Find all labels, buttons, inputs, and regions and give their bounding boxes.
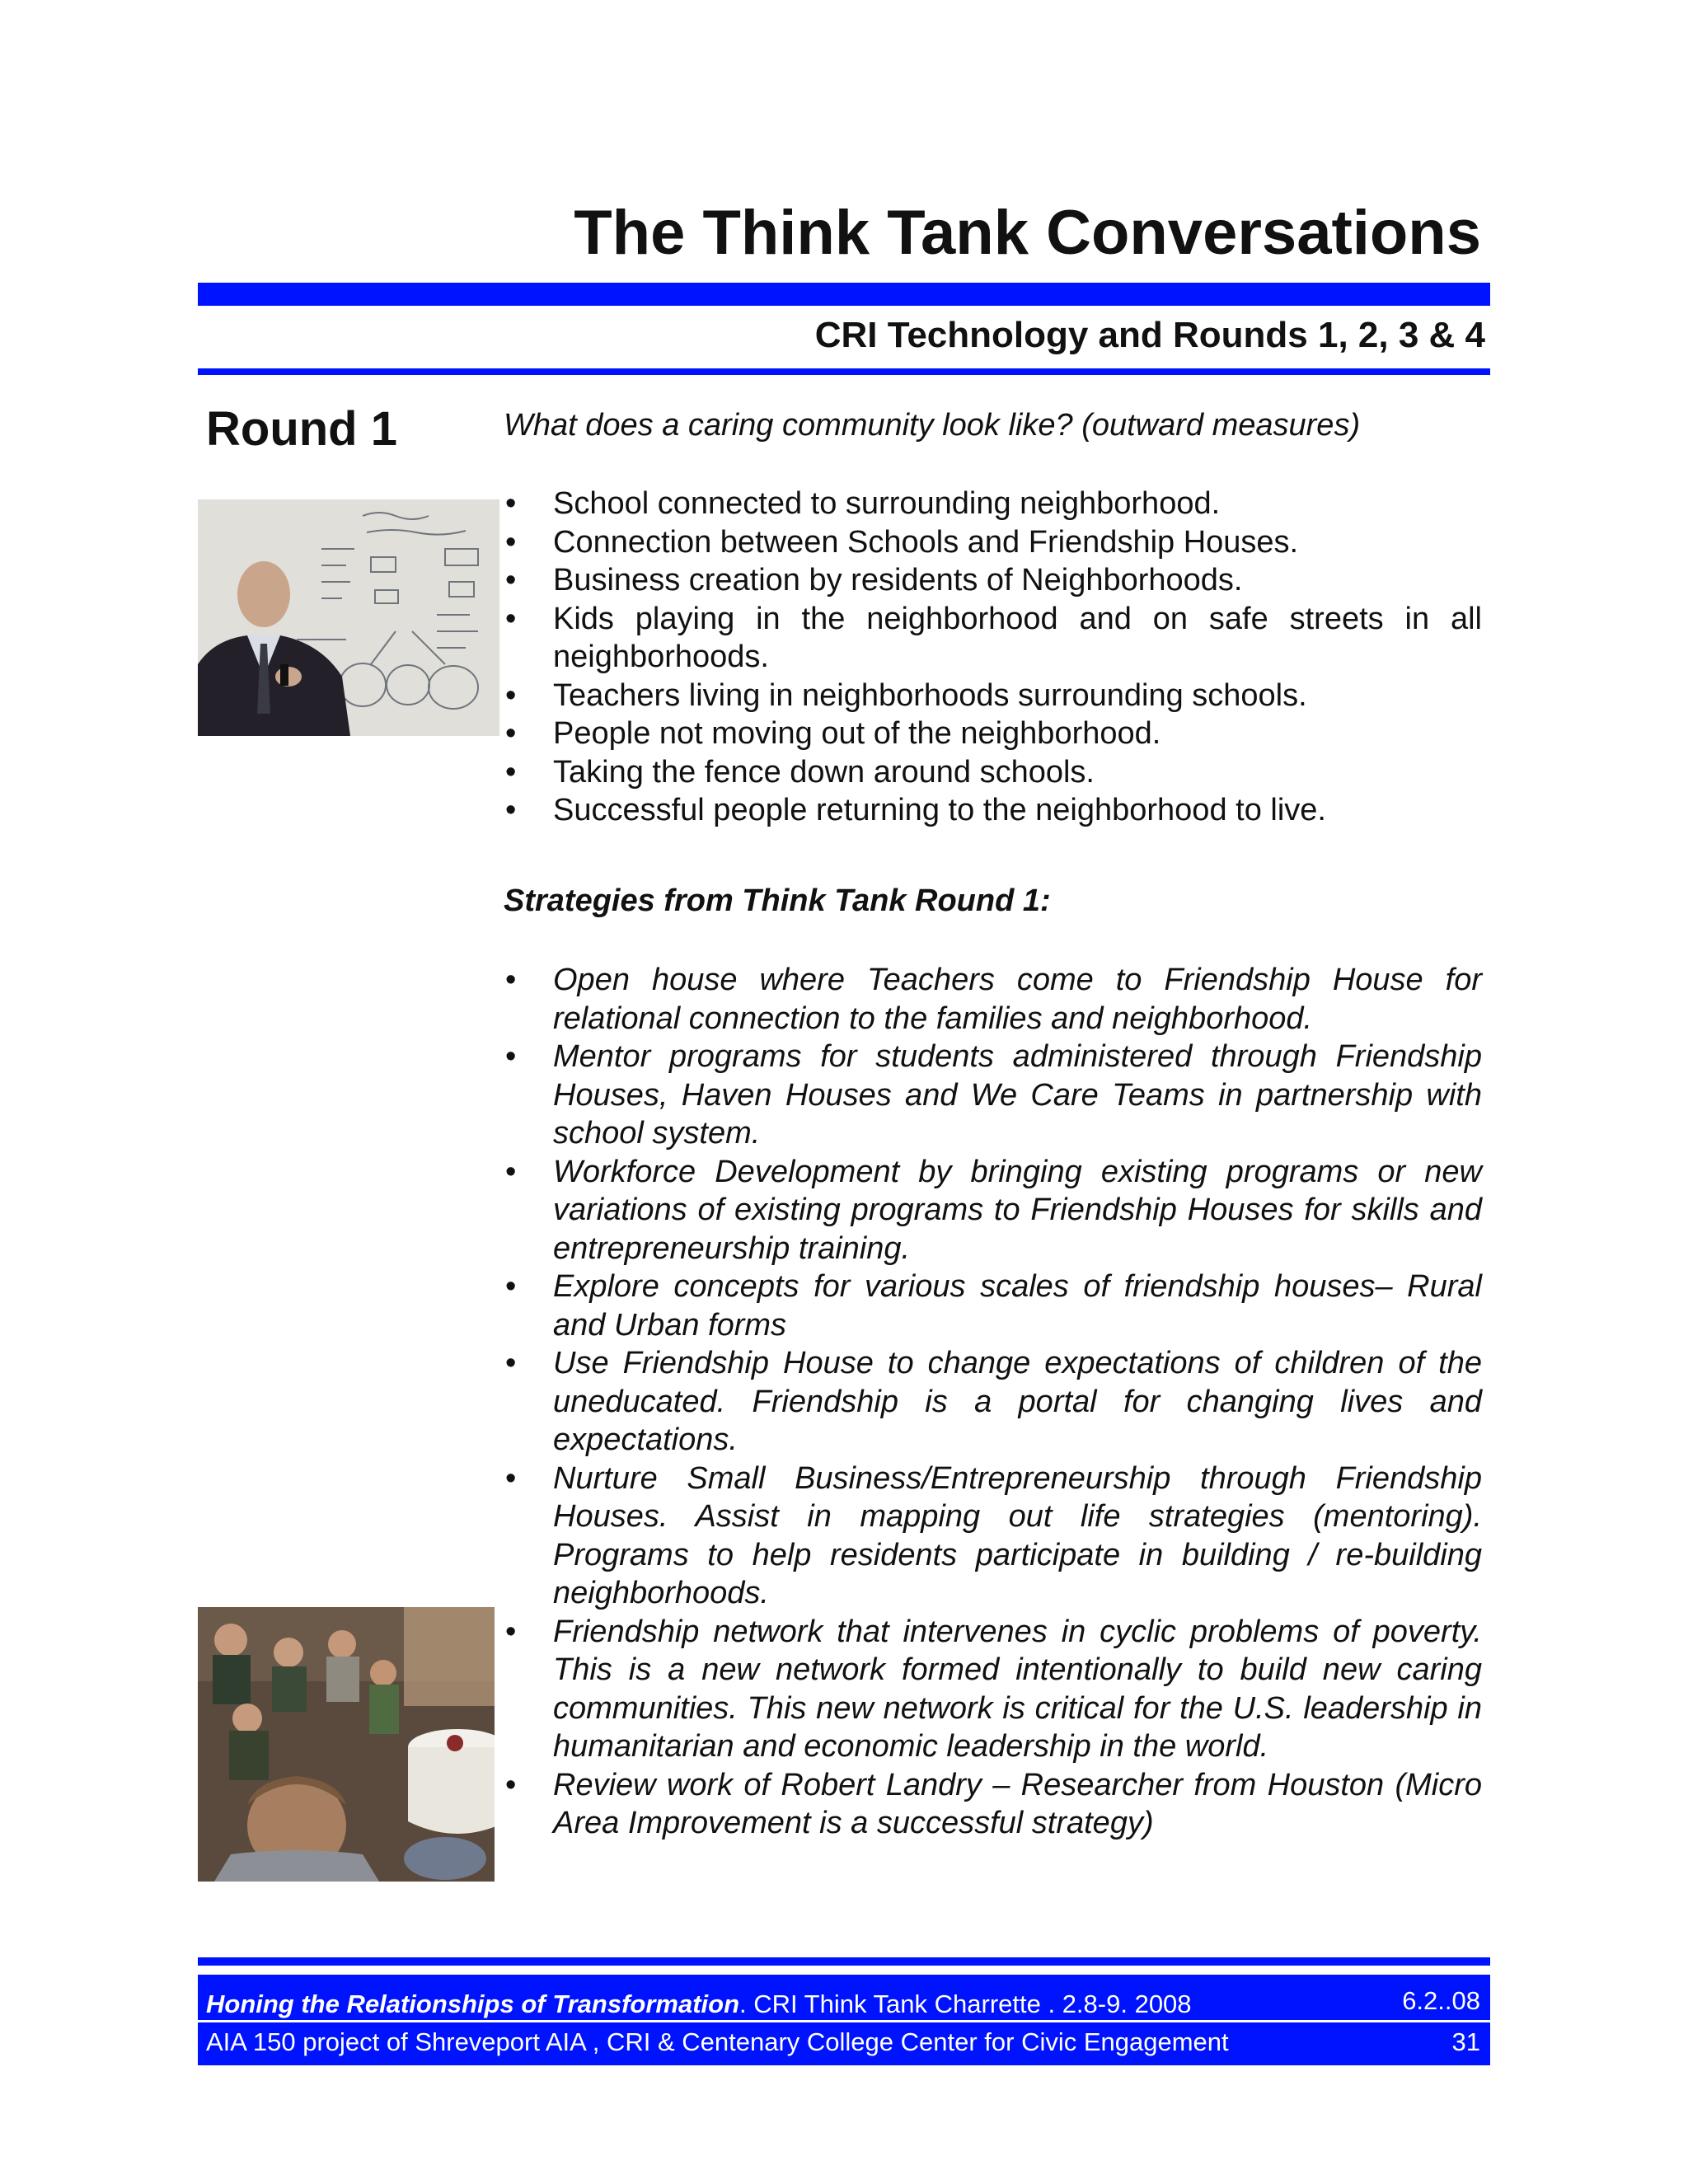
footer-divider (198, 1957, 1490, 1966)
footer-publication-title: Honing the Relationships of Transformation (206, 1990, 740, 2018)
strategies-heading: Strategies from Think Tank Round 1: (504, 883, 1051, 918)
footer-event-info: . CRI Think Tank Charrette . 2.8-9. 2008 (739, 1990, 1192, 2018)
footer (198, 1975, 1490, 2065)
list-item: • Taking the fence down around schools. (504, 753, 1482, 792)
list-item: • School connected to surrounding neighborhood. (504, 485, 1482, 523)
page-title: The Think Tank Conversations (574, 198, 1481, 268)
list-item: • Kids playing in the neighborhood and on safe streets in all neighborhoods. (504, 600, 1482, 677)
list-item: • Workforce Development by bringing existing programs or new variations of existing programs to Friendship Houses for skills and entrepreneurship training. (504, 1153, 1482, 1268)
title-divider (198, 283, 1490, 306)
list-item: • Explore concepts for various scales of friendship houses– Rural and Urban forms (504, 1268, 1482, 1344)
list-item: • Successful people returning to the neighborhood to live. (504, 791, 1482, 830)
strategies-list (504, 961, 1482, 1843)
section-subtitle: CRI Technology and Rounds 1, 2, 3 & 4 (814, 315, 1485, 355)
list-item: • Connection between Schools and Friendship Houses. (504, 523, 1482, 562)
audience-photo (198, 1607, 495, 1882)
footer-project-credit: AIA 150 project of Shreveport AIA , CRI & Centenary College Center for Civic Engagement (206, 2027, 1229, 2056)
measures-list-container (504, 485, 1482, 830)
footer-citation (206, 1991, 1192, 2017)
list-item: • Business creation by residents of Neighborhoods. (504, 561, 1482, 600)
measures-list (504, 485, 1482, 830)
subtitle-divider (198, 368, 1490, 375)
list-item: • Mentor programs for students administered through Friendship Houses, Haven Houses and We Care Teams in partnership with school system. (504, 1038, 1482, 1153)
page-number: 31 (1451, 2027, 1480, 2056)
presenter-photo (198, 499, 499, 736)
list-item: • Teachers living in neighborhoods surrounding schools. (504, 677, 1482, 715)
list-item: • Nurture Small Business/Entrepreneurship through Friendship Houses. Assist in mapping out life strategies (mentoring). Programs to help residents participate in building / re-building neighborhoods. (504, 1460, 1482, 1613)
round-heading: Round 1 (206, 402, 397, 456)
footer-inner-divider (198, 2020, 1490, 2022)
list-item: • Use Friendship House to change expectations of children of the uneducated. Friendship is a portal for changing lives and expectations. (504, 1344, 1482, 1460)
list-item: • Review work of Robert Landry – Researcher from Houston (Micro Area Improvement is a successful strategy) (504, 1766, 1482, 1843)
strategies-list-container (504, 961, 1482, 1843)
list-item: • Friendship network that intervenes in cyclic problems of poverty. This is a new network formed intentionally to build new caring communities. This new network is critical for the U.S. leadership in humanitarian and economic leadership in the world. (504, 1613, 1482, 1766)
list-item: • Open house where Teachers come to Friendship House for relational connection to the families and neighborhood. (504, 961, 1482, 1038)
list-item: • People not moving out of the neighborhood. (504, 715, 1482, 753)
round-question: What does a caring community look like? (outward measures) (504, 408, 1361, 443)
footer-date: 6.2..08 (1402, 1986, 1480, 2015)
